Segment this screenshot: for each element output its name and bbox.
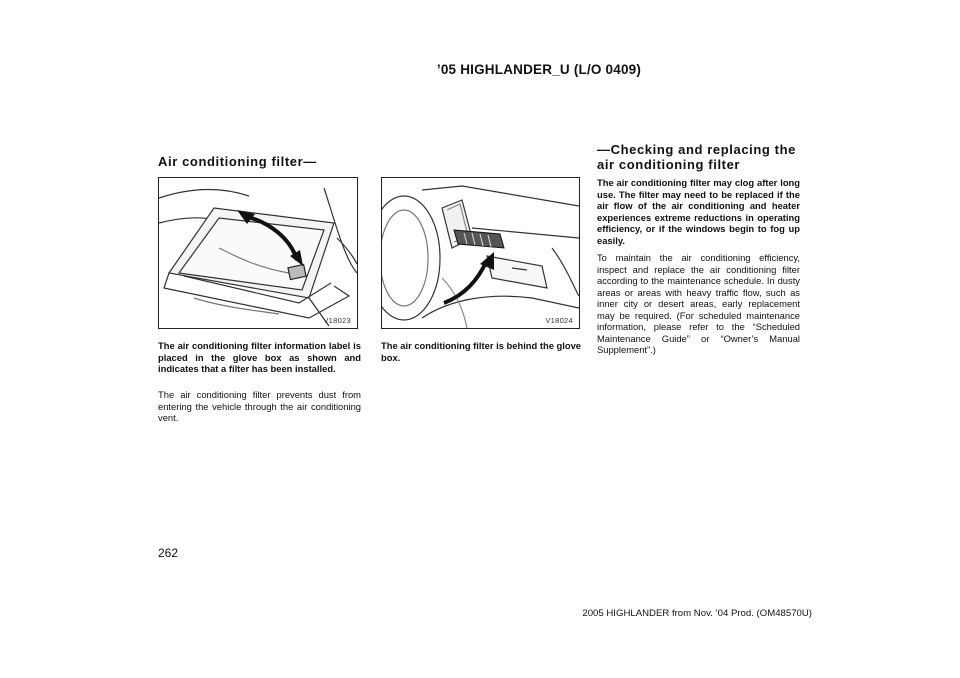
page-number: 262 (158, 546, 179, 560)
document-header: ’05 HIGHLANDER_U (L/O 0409) (436, 62, 642, 77)
right-column-bold-paragraph: The air conditioning filter may clog after long use. The filter may need to be replaced if the air flow of the air conditioning and heater experiences extreme reductions in operating efficiency, or if the windows begin to fog up easily. (597, 177, 800, 246)
middle-column-bold-paragraph: The air conditioning filter is behind the glove box. (381, 340, 582, 363)
section-title-left: Air conditioning filter— (158, 154, 317, 169)
document-footer: 2005 HIGHLANDER from Nov. ’04 Prod. (OM48570U) (582, 608, 812, 619)
figure-code: V18024 (545, 316, 573, 325)
glove-box-illustration (159, 178, 357, 328)
filter-location-figure (381, 177, 580, 329)
left-column-bold-paragraph: The air conditioning filter information label is placed in the glove box as shown and indicates that a filter has been installed. (158, 340, 361, 374)
section-title-right: —Checking and replacing the air conditioning filter (597, 142, 796, 172)
figure-code: V18023 (323, 316, 351, 325)
glove-box-label-figure (158, 177, 358, 329)
right-column-paragraph: To maintain the air conditioning efficiency, inspect and replace the air conditioning filter according to the maintenance schedule. In dusty areas or areas with heavy traffic flow, such as inner city or desert areas, early replacement may be required. (For scheduled maintenance information, please refer to the “Scheduled Maintenance Guide” or “Owner’s Manual Supplement”.) (597, 252, 800, 355)
left-column-paragraph: The air conditioning filter prevents dust from entering the vehicle through the air conditioning vent. (158, 389, 361, 423)
dashboard-filter-illustration (382, 178, 579, 328)
